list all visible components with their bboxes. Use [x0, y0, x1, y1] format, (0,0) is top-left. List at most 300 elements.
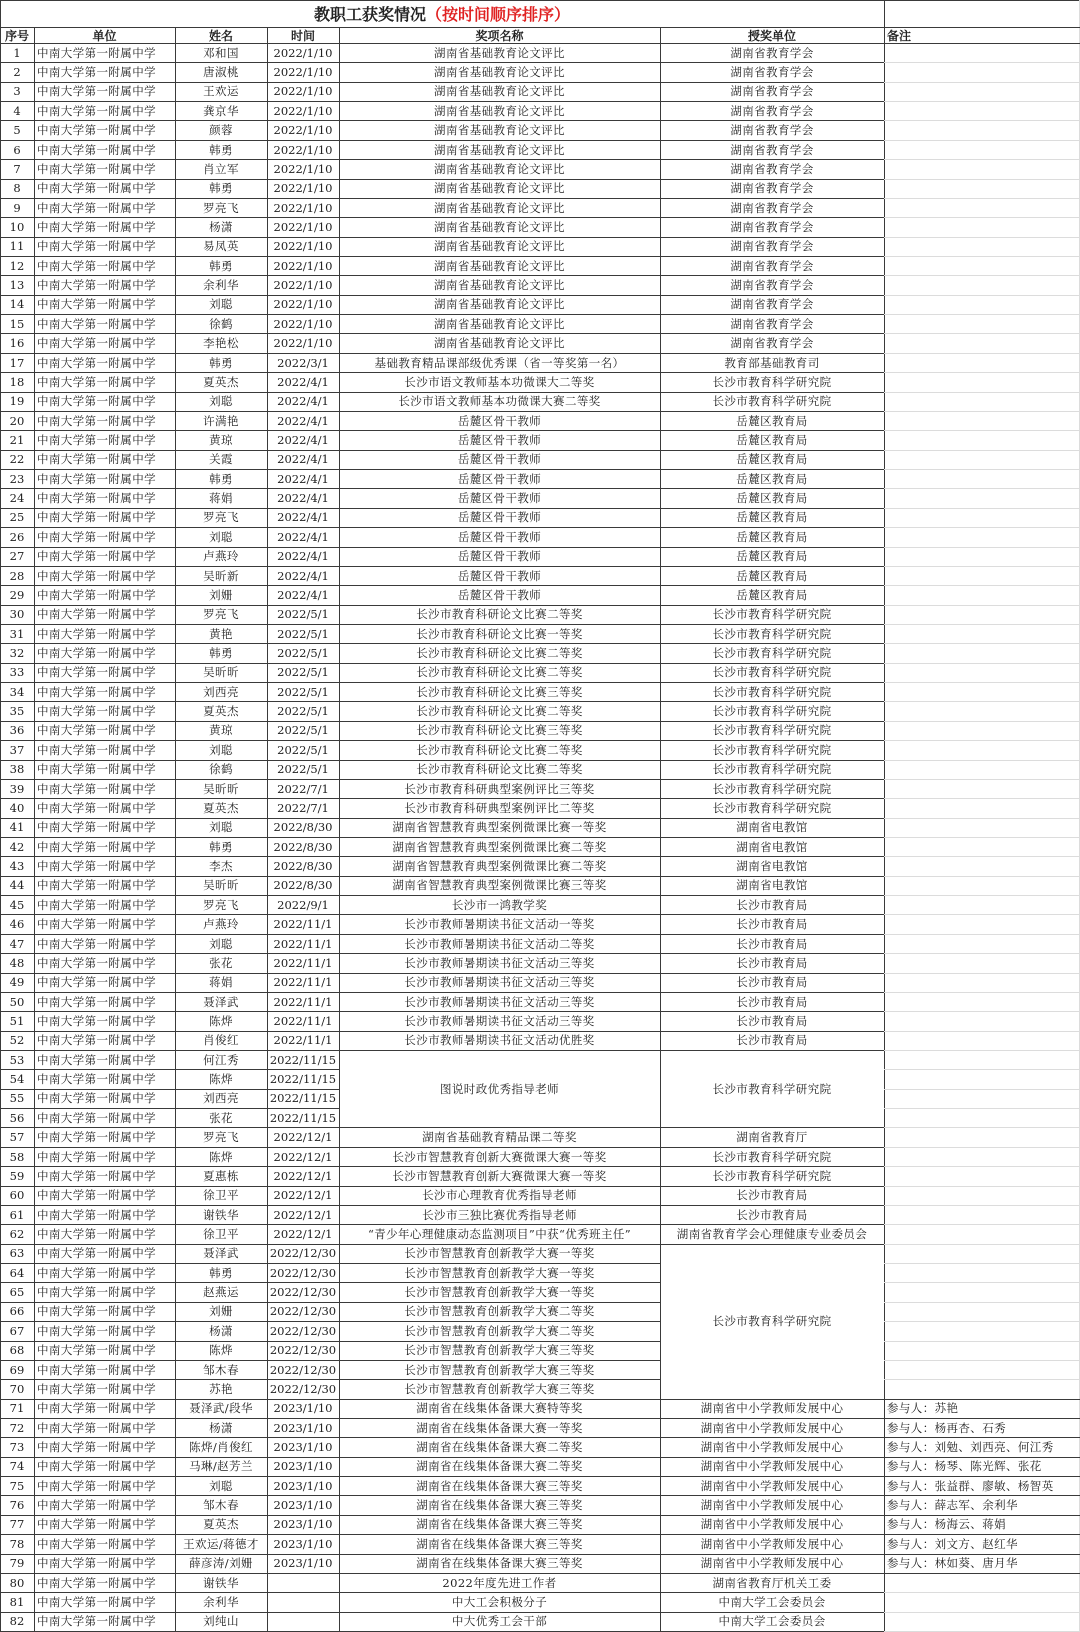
row-name: 余利华 [203, 278, 239, 293]
grid-hline [0, 1031, 339, 1032]
row-note [884, 295, 1080, 314]
row-no: 70 [9, 1381, 25, 1396]
row-award: “青少年心理健康动态监测项目”中获“优秀班主任” [367, 1226, 632, 1241]
grid-hline [339, 1224, 660, 1225]
grid-hline [884, 1341, 1080, 1342]
row-no: 59 [9, 1168, 25, 1183]
row-no: 29 [9, 587, 25, 602]
row-org: 长沙市教育科学研究院 [712, 723, 832, 738]
row-name: 何江秀 [203, 1052, 239, 1067]
grid-hline [884, 256, 1080, 257]
row-note [884, 1282, 1080, 1301]
grid-hline [660, 1457, 884, 1458]
row-unit: 中南大学第一附属中学 [37, 355, 156, 370]
row-time: 2022/5/1 [277, 704, 329, 719]
grid-hline [884, 973, 1080, 974]
row-award: 长沙市智慧教育创新教学大赛一等奖 [404, 1285, 595, 1300]
row-name: 杨潇 [209, 219, 233, 234]
grid-hline [0, 992, 339, 993]
row-time: 2022/1/10 [273, 200, 333, 215]
row-award: 长沙市智慧教育创新教学大赛三等奖 [404, 1343, 595, 1358]
row-name: 罗亮飞 [203, 510, 239, 525]
row-name: 徐鹤 [209, 762, 233, 777]
grid-hline [884, 1011, 1080, 1012]
row-name: 罗亮飞 [203, 607, 239, 622]
row-time: 2022/1/10 [273, 258, 333, 273]
row-time: 2023/1/10 [273, 1556, 333, 1571]
row-award: 岳麓区骨干教师 [457, 568, 542, 583]
row-note [884, 992, 1080, 1011]
row-award: 湖南省在线集体备课大赛一等奖 [416, 1420, 583, 1435]
row-award: 湖南省智慧教育典型案例微课比赛二等奖 [392, 859, 607, 874]
row-unit: 中南大学第一附属中学 [37, 1265, 156, 1280]
grid-hline [339, 1476, 660, 1477]
row-unit: 中南大学第一附属中学 [37, 781, 156, 796]
row-time: 2022/11/1 [273, 936, 333, 951]
row-no: 61 [9, 1207, 25, 1222]
row-award: 长沙市教师暑期读书征文活动二等奖 [404, 936, 595, 951]
row-unit: 中南大学第一附属中学 [37, 626, 156, 641]
grid-hline [339, 818, 660, 819]
row-unit: 中南大学第一附属中学 [37, 1536, 156, 1551]
row-org: 长沙市教育科学研究院 [712, 1149, 832, 1164]
row-org: 长沙市教育局 [736, 917, 808, 932]
grid-hline [660, 333, 884, 334]
grid-hline [884, 1166, 1080, 1167]
row-award: 湖南省在线集体备课大赛三等奖 [416, 1478, 583, 1493]
row-unit: 中南大学第一附属中学 [37, 1381, 156, 1396]
row-no: 39 [9, 781, 25, 796]
grid-hline [0, 1612, 339, 1613]
row-note [884, 1379, 1080, 1398]
row-time: 2022/12/1 [273, 1226, 333, 1241]
row-award: 岳麓区骨干教师 [457, 587, 542, 602]
row-unit: 中南大学第一附属中学 [37, 452, 156, 467]
grid-hline [339, 663, 660, 664]
row-no: 63 [9, 1246, 25, 1261]
row-unit: 中南大学第一附属中学 [37, 84, 156, 99]
grid-vline [0, 0, 1, 1631]
row-name: 聂泽武/段华 [189, 1401, 253, 1416]
row-award: 长沙市教师暑期读书征文活动三等奖 [404, 975, 595, 990]
row-time: 2022/1/10 [273, 316, 333, 331]
grid-hline [660, 469, 884, 470]
header-org: 授奖单位 [747, 28, 796, 43]
grid-hline [660, 1186, 884, 1187]
row-name: 夏英杰 [203, 1517, 239, 1532]
grid-hline [0, 1534, 339, 1535]
row-note [884, 721, 1080, 740]
row-org: 长沙市教育科学研究院 [712, 374, 832, 389]
row-unit: 中南大学第一附属中学 [37, 1440, 156, 1454]
row-award: 岳麓区骨干教师 [457, 529, 542, 544]
row-time: 2022/5/1 [277, 762, 329, 777]
grid-hline [660, 140, 884, 141]
row-note [884, 856, 1080, 875]
row-note [884, 527, 1080, 546]
grid-hline [339, 1399, 660, 1400]
row-time: 2023/1/10 [273, 1420, 333, 1435]
title-suffix: （按时间顺序排序） [426, 5, 571, 24]
grid-hline [884, 992, 1080, 993]
grid-hline [339, 469, 660, 470]
grid-hline [339, 566, 660, 567]
row-note [884, 1573, 1080, 1592]
row-org: 湖南省教育学会 [730, 65, 814, 80]
grid-hline [0, 27, 1080, 28]
grid-hline [339, 740, 660, 741]
grid-hline [0, 1282, 339, 1283]
grid-hline [0, 1186, 339, 1187]
row-award: 长沙市教育科研论文比赛一等奖 [416, 626, 583, 641]
row-note [884, 1341, 1080, 1360]
row-org: 长沙市教育局 [736, 975, 808, 990]
row-note [884, 120, 1080, 139]
row-unit: 中南大学第一附属中学 [37, 1401, 156, 1416]
row-note [884, 275, 1080, 294]
grid-hline [339, 1534, 660, 1535]
row-name: 夏英杰 [203, 800, 239, 815]
grid-hline [339, 837, 660, 838]
grid-hline [884, 120, 1080, 121]
row-name: 陈烨 [209, 1343, 233, 1358]
grid-hline [660, 721, 884, 722]
row-org: 长沙市教育科学研究院 [712, 1168, 832, 1183]
row-award: 湖南省基础教育论文评比 [434, 278, 565, 293]
grid-hline [339, 1360, 660, 1361]
grid-hline [0, 1244, 339, 1245]
row-org: 岳麓区教育局 [736, 471, 808, 486]
row-org: 湖南省教育学会 [730, 84, 814, 99]
grid-hline [660, 82, 884, 83]
row-no: 25 [9, 510, 25, 525]
grid-hline [884, 1089, 1080, 1090]
row-name: 刘聪 [209, 1478, 233, 1493]
grid-hline [884, 217, 1080, 218]
row-unit: 中南大学第一附属中学 [37, 45, 156, 60]
row-no: 24 [9, 491, 25, 506]
row-org: 长沙市教育局 [736, 936, 808, 951]
row-time: 2022/4/1 [277, 568, 329, 583]
row-org: 湖南省教育学会 [730, 200, 814, 215]
grid-hline [884, 159, 1080, 160]
grid-hline [660, 527, 884, 528]
row-name: 吴昕新 [203, 568, 239, 583]
grid-hline [0, 1573, 339, 1574]
grid-hline [660, 837, 884, 838]
grid-hline [339, 237, 660, 238]
row-time: 2022/4/1 [277, 374, 329, 389]
row-no: 10 [9, 219, 25, 234]
row-no: 80 [9, 1575, 25, 1590]
row-note [884, 508, 1080, 527]
row-no: 77 [9, 1517, 25, 1532]
row-time: 2022/11/1 [273, 975, 333, 990]
grid-hline [339, 624, 660, 625]
row-unit: 中南大学第一附属中学 [37, 1110, 156, 1125]
row-no: 79 [9, 1556, 25, 1571]
grid-hline [884, 740, 1080, 741]
row-award: 长沙市教育科研论文比赛二等奖 [416, 607, 583, 622]
row-note [884, 82, 1080, 101]
grid-hline [660, 605, 884, 606]
row-award: 岳麓区骨干教师 [457, 471, 542, 486]
grid-hline [339, 488, 660, 489]
row-unit: 中南大学第一附属中学 [37, 1072, 156, 1087]
row-no: 27 [9, 549, 25, 564]
row-org: 岳麓区教育局 [736, 529, 808, 544]
row-time: 2022/7/1 [277, 800, 329, 815]
row-note [884, 585, 1080, 604]
row-award: 湖南省基础教育论文评比 [434, 123, 565, 138]
grid-hline [884, 1224, 1080, 1225]
grid-hline [0, 682, 339, 683]
grid-hline [339, 992, 660, 993]
row-time: 2022/11/1 [273, 955, 333, 970]
row-note [884, 1321, 1080, 1340]
row-no: 71 [9, 1401, 25, 1416]
row-org: 湖南省教育学会心理健康专业委员会 [676, 1226, 868, 1241]
row-time: 2022/11/15 [269, 1052, 337, 1067]
grid-hline [0, 372, 339, 373]
row-org: 长沙市教育局 [736, 1033, 808, 1048]
grid-hline [0, 140, 339, 141]
grid-hline [660, 682, 884, 683]
grid-hline [884, 1108, 1080, 1109]
grid-hline [660, 1050, 884, 1051]
row-time: 2022/11/1 [273, 1033, 333, 1048]
grid-hline [660, 1573, 884, 1574]
row-time: 2022/3/1 [277, 355, 329, 370]
grid-hline [339, 1341, 660, 1342]
row-org: 长沙市教育科学研究院 [712, 607, 832, 622]
grid-vline [267, 27, 268, 1631]
grid-hline [884, 1031, 1080, 1032]
grid-hline [339, 1321, 660, 1322]
grid-hline [660, 856, 884, 857]
row-org: 湖南省教育学会 [730, 45, 814, 60]
row-award: 湖南省基础教育论文评比 [434, 103, 565, 118]
grid-hline [884, 1127, 1080, 1128]
row-name: 薛彦涛/刘姗 [189, 1556, 253, 1571]
grid-vline [660, 27, 661, 1631]
row-no: 19 [9, 394, 25, 409]
grid-hline [339, 914, 660, 915]
grid-hline [339, 1554, 660, 1555]
row-name: 肖俊红 [203, 1033, 239, 1048]
row-award: 长沙市智慧教育创新大赛微课大赛一等奖 [392, 1168, 607, 1183]
grid-hline [339, 1127, 660, 1128]
grid-hline [660, 1476, 884, 1477]
row-name: 韩勇 [209, 839, 233, 854]
row-award: 长沙市一鸿教学奖 [451, 897, 548, 912]
grid-hline [0, 1108, 339, 1109]
row-org: 湖南省中小学教师发展中心 [700, 1478, 844, 1493]
grid-hline [884, 469, 1080, 470]
grid-hline [0, 217, 339, 218]
row-org: 长沙市教育科学研究院 [712, 626, 832, 641]
grid-hline [660, 1205, 884, 1206]
row-name: 聂泽武 [203, 994, 239, 1009]
row-name: 蒋娟 [209, 975, 233, 990]
grid-hline [660, 217, 884, 218]
row-award: 湖南省智慧教育典型案例微课比赛二等奖 [392, 839, 607, 854]
row-no: 17 [9, 355, 25, 370]
row-award: 长沙市智慧教育创新教学大赛二等奖 [404, 1304, 595, 1319]
row-name: 黄艳 [209, 626, 233, 641]
row-note [884, 198, 1080, 217]
grid-hline [0, 237, 339, 238]
grid-hline [660, 1166, 884, 1167]
grid-hline [884, 1205, 1080, 1206]
row-note [884, 333, 1080, 352]
header-name: 姓名 [208, 28, 233, 43]
grid-hline [339, 450, 660, 451]
row-name: 杨潇 [209, 1323, 233, 1338]
grid-hline [884, 760, 1080, 761]
row-time: 2022/11/1 [273, 1013, 333, 1028]
row-note [884, 314, 1080, 333]
row-name: 刘聪 [209, 297, 233, 312]
row-time: 2022/5/1 [277, 646, 329, 660]
row-unit: 中南大学第一附属中学 [37, 587, 156, 602]
row-note: 参与人：杨再杏、石秀 [887, 1420, 1006, 1435]
row-org: 湖南省教育厅 [736, 1130, 808, 1145]
row-name: 刘西亮 [203, 1091, 239, 1106]
row-name: 张花 [209, 1110, 233, 1125]
row-time: 2022/5/1 [277, 607, 329, 622]
grid-hline [339, 295, 660, 296]
row-org: 湖南省中小学教师发展中心 [700, 1536, 844, 1551]
row-unit: 中南大学第一附属中学 [37, 1168, 156, 1183]
grid-hline [660, 1592, 884, 1593]
grid-hline [0, 1592, 339, 1593]
grid-hline [0, 934, 339, 935]
header-time: 时间 [290, 28, 315, 43]
grid-hline [339, 508, 660, 509]
row-no: 68 [9, 1343, 25, 1358]
row-org: 湖南省中小学教师发展中心 [700, 1440, 844, 1454]
grid-hline [0, 62, 339, 63]
row-unit: 中南大学第一附属中学 [37, 413, 156, 428]
row-no: 31 [9, 626, 25, 641]
row-no: 35 [9, 704, 25, 719]
row-time: 2022/5/1 [277, 626, 329, 641]
row-name: 韩勇 [209, 471, 233, 486]
grid-hline [884, 1612, 1080, 1613]
row-name: 卢燕玲 [203, 917, 239, 932]
grid-vline [175, 27, 176, 1631]
grid-hline [339, 934, 660, 935]
grid-hline [0, 740, 339, 741]
row-time: 2022/4/1 [277, 394, 329, 409]
row-award: 湖南省基础教育论文评比 [434, 239, 565, 254]
grid-hline [339, 856, 660, 857]
grid-hline [660, 198, 884, 199]
grid-hline [660, 934, 884, 935]
grid-hline [660, 1495, 884, 1496]
grid-hline [339, 62, 660, 63]
grid-hline [660, 353, 884, 354]
row-unit: 中南大学第一附属中学 [37, 607, 156, 622]
row-name: 韩勇 [209, 142, 233, 157]
row-unit: 中南大学第一附属中学 [37, 374, 156, 389]
header-note: 备注 [887, 28, 912, 43]
row-note [884, 798, 1080, 817]
grid-hline [884, 837, 1080, 838]
row-no: 44 [9, 878, 25, 893]
row-org: 湖南省中小学教师发展中心 [700, 1420, 844, 1435]
row-org: 湖南省中小学教师发展中心 [700, 1459, 844, 1474]
row-unit: 中南大学第一附属中学 [37, 955, 156, 970]
row-org: 长沙市教育局 [736, 994, 808, 1009]
row-unit: 中南大学第一附属中学 [37, 529, 156, 544]
row-time: 2022/8/30 [273, 878, 333, 893]
grid-hline [0, 856, 339, 857]
row-no: 56 [9, 1110, 25, 1125]
row-unit: 中南大学第一附属中学 [37, 1149, 156, 1164]
row-time: 2022/1/10 [273, 239, 333, 254]
grid-hline [884, 508, 1080, 509]
row-time: 2022/5/1 [277, 723, 329, 738]
grid-hline [0, 256, 339, 257]
grid-hline [884, 682, 1080, 683]
merged-org: 长沙市教育科学研究院 [712, 1081, 832, 1096]
row-note [884, 1050, 1080, 1069]
row-note [884, 1302, 1080, 1321]
row-name: 余利华 [203, 1594, 239, 1609]
grid-hline [0, 333, 339, 334]
row-name: 刘聪 [209, 394, 233, 409]
grid-hline [884, 527, 1080, 528]
grid-hline [339, 1592, 660, 1593]
grid-hline [339, 895, 660, 896]
row-unit: 中南大学第一附属中学 [37, 839, 156, 854]
row-name: 马琳/赵芳兰 [189, 1459, 253, 1474]
grid-hline [884, 314, 1080, 315]
grid-hline [884, 1554, 1080, 1555]
row-name: 刘聪 [209, 742, 233, 757]
row-org: 湖南省电教馆 [736, 820, 808, 835]
row-no: 65 [9, 1285, 25, 1300]
row-name: 刘姗 [209, 1304, 233, 1319]
row-no: 40 [9, 800, 25, 815]
grid-hline [884, 295, 1080, 296]
row-note [884, 914, 1080, 933]
row-unit: 中南大学第一附属中学 [37, 994, 156, 1009]
row-no: 37 [9, 742, 25, 757]
row-time: 2022/12/1 [273, 1207, 333, 1222]
row-unit: 中南大学第一附属中学 [37, 1517, 156, 1532]
row-no: 3 [13, 84, 21, 99]
grid-hline [339, 256, 660, 257]
row-award: 岳麓区骨干教师 [457, 413, 542, 428]
row-note [884, 43, 1080, 62]
row-award: 长沙市教师暑期读书征文活动三等奖 [404, 1013, 595, 1028]
row-note [884, 663, 1080, 682]
grid-hline [660, 1534, 884, 1535]
row-name: 刘西亮 [203, 684, 239, 699]
row-no: 74 [9, 1459, 25, 1474]
grid-hline [884, 1321, 1080, 1322]
grid-hline [0, 1495, 339, 1496]
grid-hline [0, 1399, 339, 1400]
grid-hline [339, 547, 660, 548]
row-no: 21 [9, 432, 25, 447]
row-note [884, 701, 1080, 720]
row-unit: 中南大学第一附属中学 [37, 1226, 156, 1241]
row-note [884, 469, 1080, 488]
